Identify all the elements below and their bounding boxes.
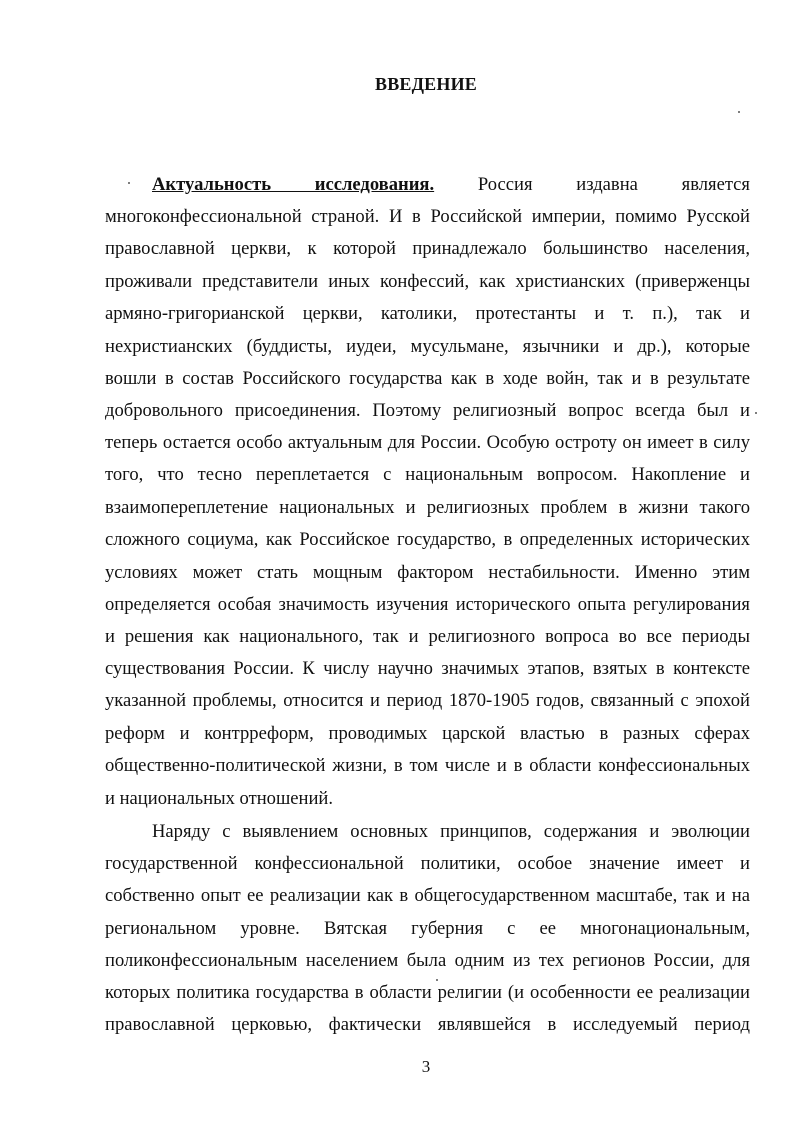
paragraph-1-line-15: и решения как национального, так и религиозного вопроса во все периоды (105, 626, 750, 647)
paragraph-1-line-20: и национальных отношений. (105, 788, 334, 809)
paragraph-2-line-2: государственной конфессиональной политики, особое значение имеет и (105, 853, 750, 874)
paragraph-1-line-7: вошли в состав Российского государства как в ходе войн, так и в результате (105, 368, 750, 389)
page-number: 3 (421, 1057, 431, 1076)
paragraph-1-line-19: общественно-политической жизни, в том числе и в области конфессиональных (105, 755, 750, 776)
lead-heading: Актуальность исследования. (152, 174, 435, 195)
paragraph-1-line-12: сложного социума, как Российское государство, в определенных исторических (105, 529, 750, 550)
paragraph-2-line-4: региональном уровне. Вятская губерния с ее многонациональным, (105, 918, 750, 939)
paragraph-2-line-7: православной церковью, фактически являвшейся в исследуемый период (105, 1014, 750, 1035)
paragraph-2-line-3: собственно опыт ее реализации как в общегосударственном масштабе, так и на (105, 885, 750, 906)
paragraph-1-line-16: существования России. К числу научно значимых этапов, взятых в контексте (105, 658, 750, 679)
paragraph-1-line-13: условиях может стать мощным фактором нестабильности. Именно этим (105, 562, 750, 583)
paragraph-1-line-17: указанной проблемы, относится и период 1870-1905 годов, связанный с эпохой (105, 690, 750, 711)
scan-speck (128, 182, 130, 184)
paragraph-1-line-3: православной церкви, к которой принадлежало большинство населения, (105, 238, 750, 259)
scan-speck (738, 111, 740, 113)
paragraph-2-line-5: поликонфессиональным населением была одним из тех регионов России, для (105, 950, 750, 971)
paragraph-1-line-8: добровольного присоединения. Поэтому религиозный вопрос всегда был и (105, 400, 750, 421)
scan-speck (436, 979, 438, 981)
paragraph-1-line-14: определяется особая значимость изучения исторического опыта регулирования (105, 594, 750, 615)
paragraph-1-line-11: взаимопереплетение национальных и религиозных проблем в жизни такого (105, 497, 750, 518)
paragraph-1-line-4: проживали представители иных конфессий, как христианских (приверженцы (105, 271, 750, 292)
paragraph-1-line-18: реформ и контрреформ, проводимых царской властью в разных сферах (105, 723, 750, 744)
paragraph-1-line-5: армяно-григорианской церкви, католики, протестанты и т. п.), так и (105, 303, 750, 324)
paragraph-1-line-6: нехристианских (буддисты, иудеи, мусульмане, язычники и др.), которые (105, 336, 750, 357)
paragraph-2-line-1: Наряду с выявлением основных принципов, содержания и эволюции (152, 821, 750, 842)
paragraph-2-line-6: которых политика государства в области религии (и особенности ее реализации (105, 982, 750, 1003)
paragraph-line-text: Россия издавна является (477, 174, 750, 195)
paragraph-1-line-10: того, что тесно переплетается с национальным вопросом. Накопление и (105, 464, 750, 485)
paragraph-1-line-1 (152, 173, 750, 197)
paragraph-1-line-2: многоконфессиональной страной. И в Российской империи, помимо Русской (105, 206, 750, 227)
page-title: ВВЕДЕНИЕ (374, 74, 477, 94)
scan-speck (755, 412, 757, 414)
paragraph-1-line-9: теперь остается особо актуальным для России. Особую остроту он имеет в силу (105, 432, 750, 453)
